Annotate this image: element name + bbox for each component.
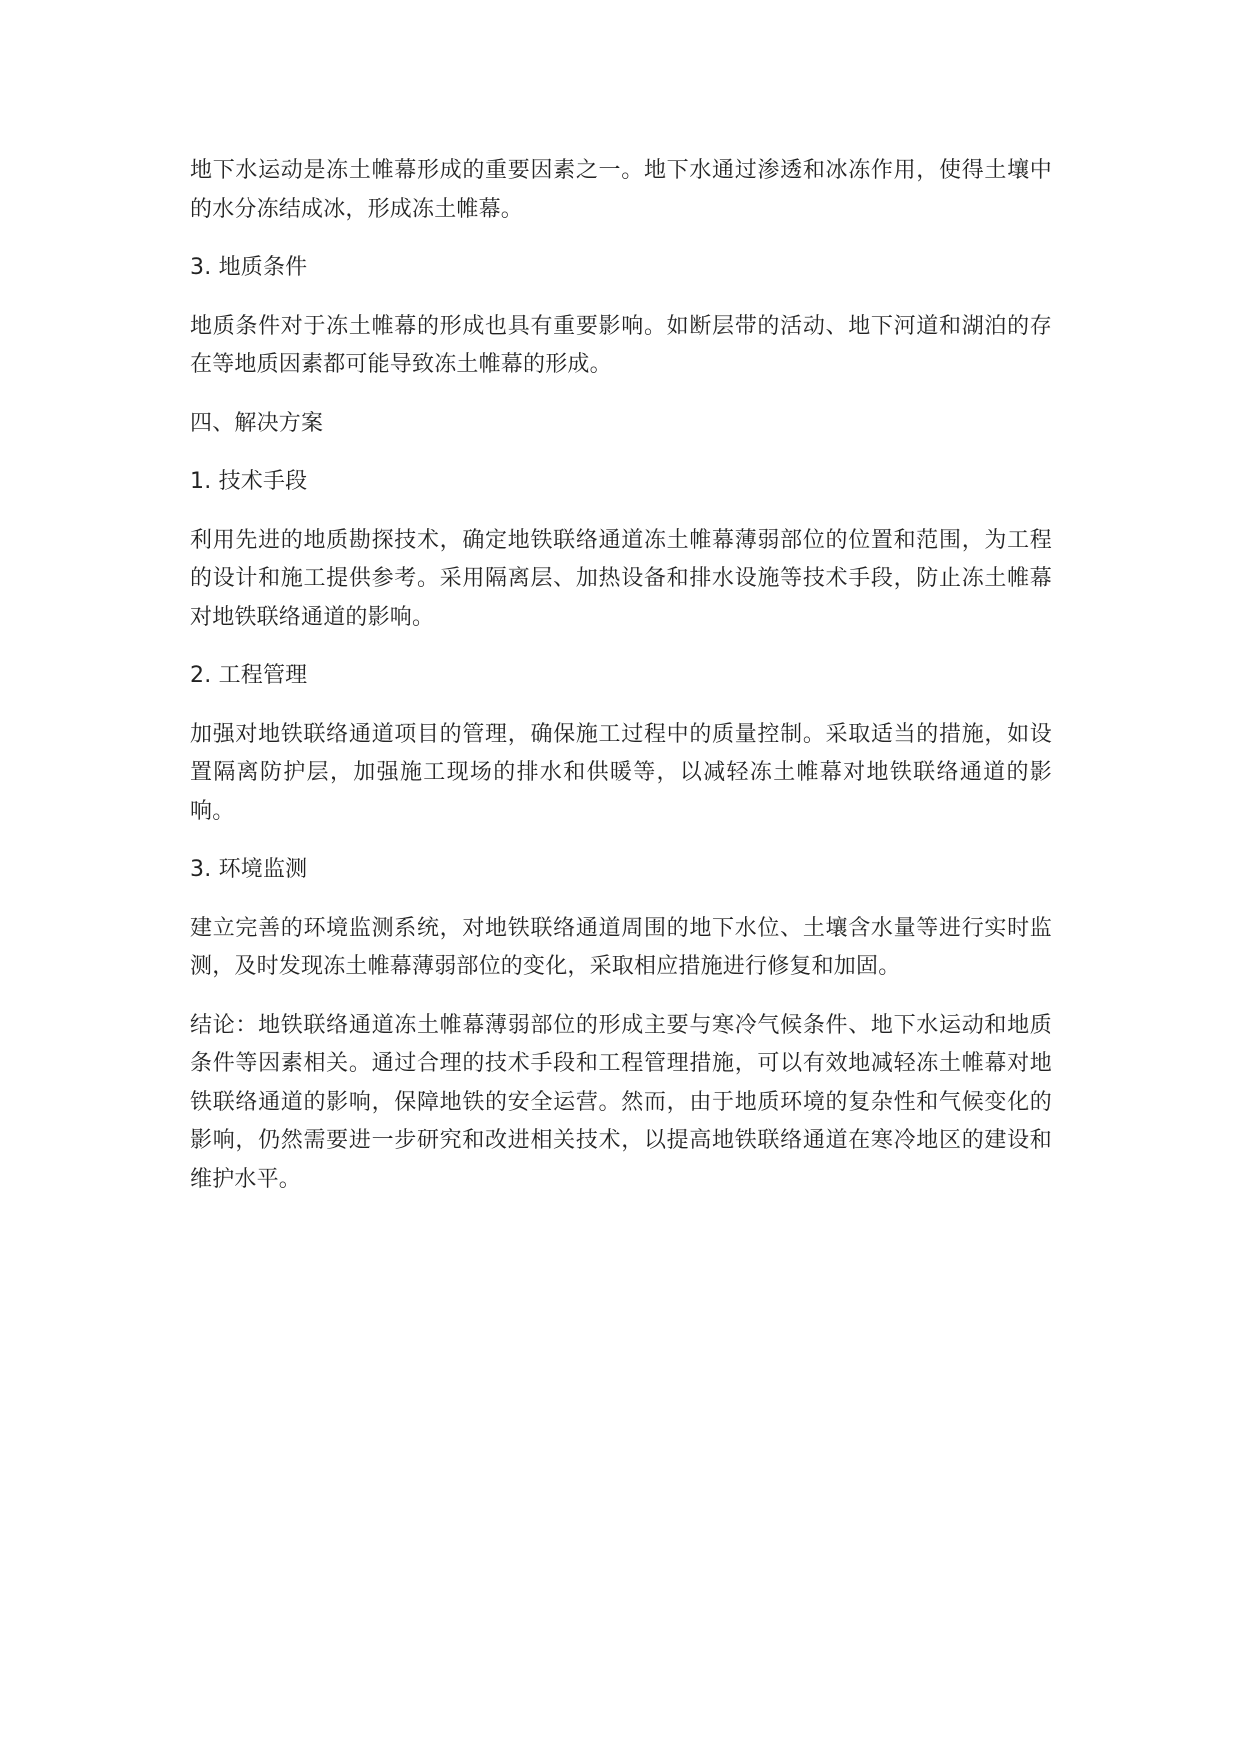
management-paragraph: 加强对地铁联络通道项目的管理，确保施工过程中的质量控制。采取适当的措施，如设置隔离防护层，加强施工现场的排水和供暖等，以减轻冻土帷幕对地铁联络通道的影响。 xyxy=(190,721,1052,824)
document-body xyxy=(190,152,1052,1219)
monitoring-paragraph: 建立完善的环境监测系统，对地铁联络通道周围的地下水位、土壤含水量等进行实时监测，及时发现冻土帷幕薄弱部位的变化，采取相应措施进行修复和加固。 xyxy=(190,915,1052,979)
monitoring-heading: 3. 环境监测 xyxy=(190,857,308,882)
groundwater-paragraph: 地下水运动是冻土帷幕形成的重要因素之一。地下水通过渗透和冰冻作用，使得土壤中的水分冻结成冰，形成冻土帷幕。 xyxy=(190,158,1052,222)
technical-heading: 1. 技术手段 xyxy=(190,469,308,494)
geology-paragraph: 地质条件对于冻土帷幕的形成也具有重要影响。如断层带的活动、地下河道和湖泊的存在等地质因素都可能导致冻土帷幕的形成。 xyxy=(190,313,1052,377)
technical-paragraph: 利用先进的地质勘探技术，确定地铁联络通道冻土帷幕薄弱部位的位置和范围，为工程的设计和施工提供参考。采用隔离层、加热设备和排水设施等技术手段，防止冻土帷幕对地铁联络通道的影响。 xyxy=(190,527,1052,630)
management-heading: 2. 工程管理 xyxy=(190,663,308,688)
solutions-heading: 四、解决方案 xyxy=(190,410,324,436)
conclusion-paragraph: 结论：地铁联络通道冻土帷幕薄弱部位的形成主要与寒冷气候条件、地下水运动和地质条件等因素相关。通过合理的技术手段和工程管理措施，可以有效地减轻冻土帷幕对地铁联络通道的影响，保障地铁的安全运营。然而，由于地质环境的复杂性和气候变化的影响，仍然需要进一步研究和改进相关技术，以提高地铁联络通道在寒冷地区的建设和维护水平。 xyxy=(190,1012,1052,1192)
geology-heading: 3. 地质条件 xyxy=(190,255,308,280)
